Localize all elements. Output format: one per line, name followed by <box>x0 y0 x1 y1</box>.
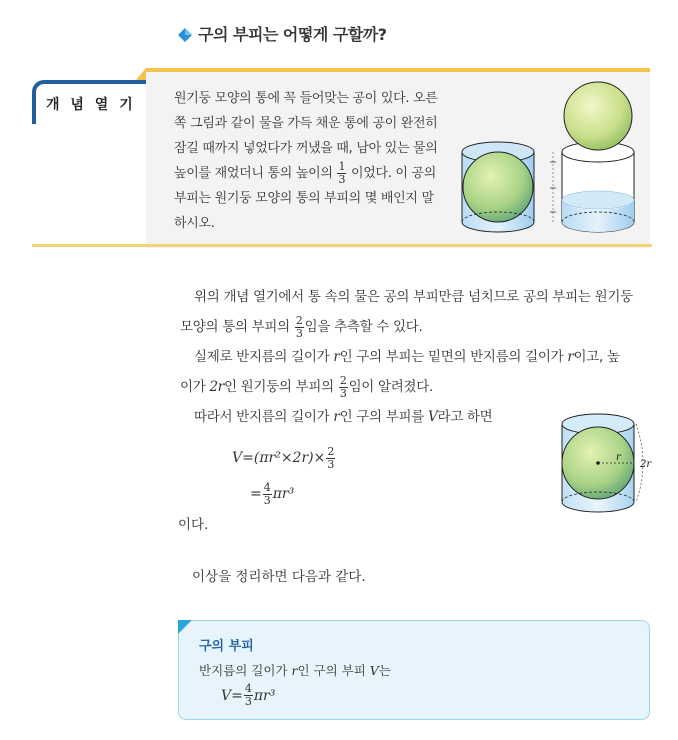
fraction-numerator: 2 <box>339 373 347 387</box>
formula-equation <box>221 683 275 708</box>
corner-accent <box>178 620 192 634</box>
text-segment: 인 구의 부피를 <box>339 409 424 425</box>
fraction-numerator: 2 <box>327 444 335 458</box>
paragraph-line: 위의 개념 열기에서 통 속의 물은 공의 부피만큼 넘치므로 공의 부피는 원기둥 <box>194 289 633 305</box>
heading-text: 구의 부피는 어떻게 구할까? <box>198 25 387 44</box>
text-segment: 따라서 반지름의 길이가 <box>194 409 330 425</box>
fraction-numerator: 4 <box>244 682 252 695</box>
concept-label-frame <box>32 80 148 124</box>
radius-label: r <box>616 452 621 463</box>
volume-derivation <box>232 440 336 512</box>
sphere-in-cylinder-figure <box>554 412 664 520</box>
equation-expression: =(πr²×2r)× <box>242 450 326 466</box>
equation-line <box>232 440 336 476</box>
fraction-denominator: 3 <box>338 173 346 186</box>
height-label: 2r <box>640 459 652 470</box>
fraction-denominator: 3 <box>244 695 252 708</box>
text-segment: 임을 추측할 수 있다. <box>304 319 423 335</box>
paragraph-line <box>180 312 650 342</box>
fraction-denominator: 3 <box>327 457 335 471</box>
equation-expression: πr³ <box>253 687 276 704</box>
concept-text-segment: 이었다. 이 공의 <box>350 166 437 181</box>
math-variable: V <box>428 409 438 425</box>
fraction <box>339 375 348 400</box>
concept-box <box>0 68 650 248</box>
text-segment: 임이 알려졌다. <box>348 379 433 395</box>
math-variable: 2r <box>209 379 224 395</box>
text-segment: 인 원기둥의 부피의 <box>223 379 334 395</box>
equation-line <box>232 476 336 512</box>
paragraph-line <box>180 342 650 372</box>
math-variable: r <box>333 409 340 425</box>
text-segment: 인 구의 부피는 밑면의 반지름의 길이가 <box>339 349 564 365</box>
concept-text-segment: 높이를 재었더니 통의 높이의 <box>174 166 333 181</box>
concept-panel <box>146 68 650 248</box>
text-segment: 이고, 높 <box>573 349 620 365</box>
formula-description <box>199 661 391 679</box>
fraction-numerator: 4 <box>263 480 271 494</box>
fraction <box>295 315 304 340</box>
formula-title: 구의 부피 <box>199 639 254 654</box>
math-variable: r <box>567 349 574 365</box>
paragraph-line <box>180 372 650 402</box>
fraction <box>326 446 335 471</box>
diamond-icon <box>178 28 190 40</box>
math-variable: r <box>333 349 340 365</box>
concept-line: 하시오. <box>174 216 215 231</box>
text-segment: 라고 하면 <box>437 409 493 425</box>
concept-divider <box>32 244 652 247</box>
fraction-numerator: 2 <box>295 313 303 327</box>
concept-line: 원기둥 모양의 통에 꼭 들어맞는 공이 있다. 오른 <box>174 91 438 106</box>
fraction <box>263 482 272 507</box>
text-segment: 실제로 반지름의 길이가 <box>194 349 330 365</box>
equals-sign: = <box>231 687 243 704</box>
body-text <box>180 282 650 432</box>
cylinder-sphere-figure <box>452 80 642 244</box>
math-variable: V <box>221 687 232 704</box>
math-variable: V <box>232 450 243 466</box>
math-variable: V <box>369 663 379 678</box>
fraction-denominator: 3 <box>263 493 271 507</box>
text-segment: 인 구의 부피 <box>297 663 366 678</box>
concept-text <box>174 86 444 236</box>
text-segment: 는 <box>378 663 391 678</box>
concept-line: 잠길 때까지 넣었다가 꺼냈을 때, 남아 있는 물의 <box>174 141 438 156</box>
equals-sign: = <box>250 486 262 502</box>
concept-label: 개 념 열 기 <box>46 97 136 113</box>
summary-intro: 이상을 정리하면 다음과 같다. <box>192 569 366 585</box>
fraction <box>337 161 346 186</box>
equation-expression: πr³ <box>272 486 295 502</box>
concept-line: 부피는 원기둥 모양의 통의 부피의 몇 배인지 말 <box>174 191 434 206</box>
formula-box <box>178 620 650 720</box>
fraction-numerator: 1 <box>338 160 346 173</box>
section-heading <box>178 22 387 45</box>
text-segment: 이가 <box>180 379 206 395</box>
fraction-denominator: 3 <box>295 326 303 340</box>
text-segment: 모양의 통의 부피의 <box>180 319 290 335</box>
concept-line: 쪽 그림과 같이 물을 가득 채운 통에 공이 완전히 <box>174 116 438 131</box>
fraction-denominator: 3 <box>339 386 347 400</box>
text-segment: 반지름의 길이가 <box>199 663 288 678</box>
fraction <box>244 683 253 708</box>
math-variable: r <box>291 663 298 678</box>
text-line: 이다. <box>178 517 209 533</box>
concept-line <box>174 161 444 186</box>
